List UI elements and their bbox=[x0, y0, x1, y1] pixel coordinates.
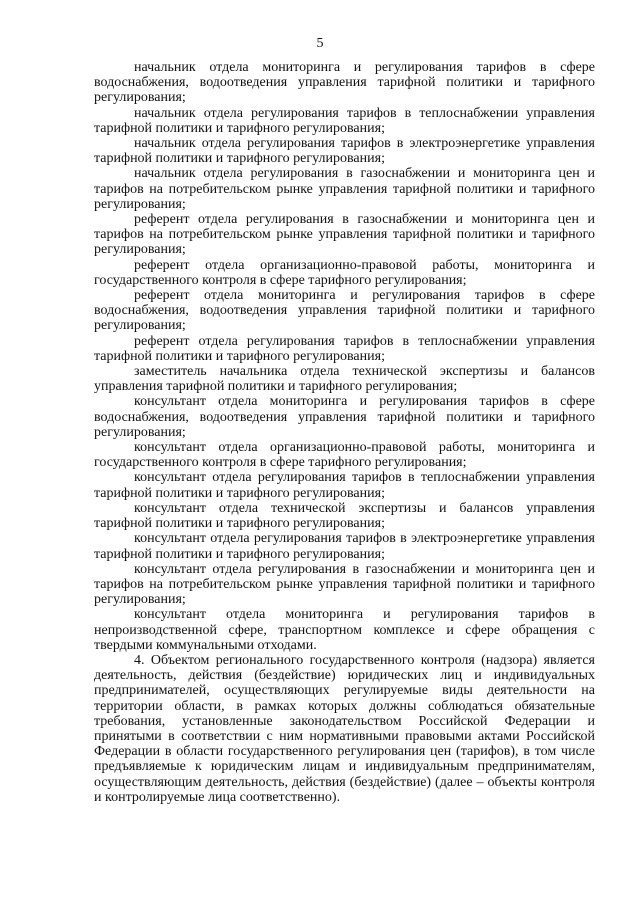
paragraph: консультант отдела регулирования тарифов в теплоснабжении управления тарифной политики и тарифного регулирования; bbox=[94, 470, 595, 501]
paragraph: консультант отдела регулирования тарифов в электроэнергетике управления тарифной политики и тарифного регулирования; bbox=[94, 531, 595, 562]
paragraph: консультант отдела мониторинга и регулирования тарифов в сфере водоснабжения, водоотведения управления тарифной политики и тарифного регулирования; bbox=[94, 394, 595, 440]
paragraph: референт отдела организационно-правовой работы, мониторинга и государственного контроля в сфере тарифного регулирования; bbox=[94, 257, 595, 288]
paragraph: консультант отдела регулирования в газоснабжении и мониторинга цен и тарифов на потребительском рынке управления тарифной политики и тарифного регулирования; bbox=[94, 561, 595, 608]
paragraph: референт отдела регулирования тарифов в теплоснабжении управления тарифной политики и тарифного регулирования; bbox=[94, 333, 595, 364]
paragraph: начальник отдела мониторинга и регулирования тарифов в сфере водоснабжения, водоотведения управления тарифной политики и тарифного регулирования; bbox=[94, 60, 595, 106]
paragraph: референт отдела регулирования в газоснабжении и мониторинга цен и тарифов на потребительском рынке управления тарифной политики и тарифного регулирования; bbox=[94, 212, 595, 258]
page-number: 5 bbox=[316, 36, 324, 51]
document-body bbox=[94, 60, 595, 805]
paragraph: консультант отдела технической экспертизы и балансов управления тарифной политики и тарифного регулирования; bbox=[94, 500, 595, 532]
paragraph: начальник отдела регулирования в газоснабжении и мониторинга цен и тарифов на потребительском рынке управления тарифной политики и тарифного регулирования; bbox=[94, 166, 595, 212]
paragraph: начальник отдела регулирования тарифов в теплоснабжении управления тарифной политики и тарифного регулирования; bbox=[94, 105, 595, 136]
paragraph: консультант отдела организационно-правовой работы, мониторинга и государственного контроля в сфере тарифного регулирования; bbox=[94, 440, 595, 471]
paragraph: референт отдела мониторинга и регулирования тарифов в сфере водоснабжения, водоотведения управления тарифной политики и тарифного регулирования; bbox=[94, 288, 595, 334]
paragraph-section-4: 4. Объектом регионального государственного контроля (надзора) является деятельность, действия (бездействие) юридических лиц и индивидуальных предпринимателей, осуществляющих регулируемые виды деятельности на территории области, в рамках которых должны соблюдаться обязательные требования, установленные законодательством Российской Федерации и принятыми в соответствии с ним нормативными правовыми актами Российской Федерации в области государственного регулирования цен (тарифов), в том числе предъявляемые к юридическим лицам и индивидуальным предпринимателям, осуществляющим деятельность, действия (бездействие) (далее – объекты контроля и контролируемые лица соответственно). bbox=[94, 652, 595, 805]
paragraph: начальник отдела регулирования тарифов в электроэнергетике управления тарифной политики и тарифного регулирования; bbox=[94, 136, 595, 167]
paragraph: заместитель начальника отдела технической экспертизы и балансов управления тарифной политики и тарифного регулирования; bbox=[94, 364, 595, 395]
paragraph: консультант отдела мониторинга и регулирования тарифов в непроизводственной сфере, транспортном комплексе и сфере обращения с твердыми коммунальными отходами. bbox=[94, 607, 595, 653]
